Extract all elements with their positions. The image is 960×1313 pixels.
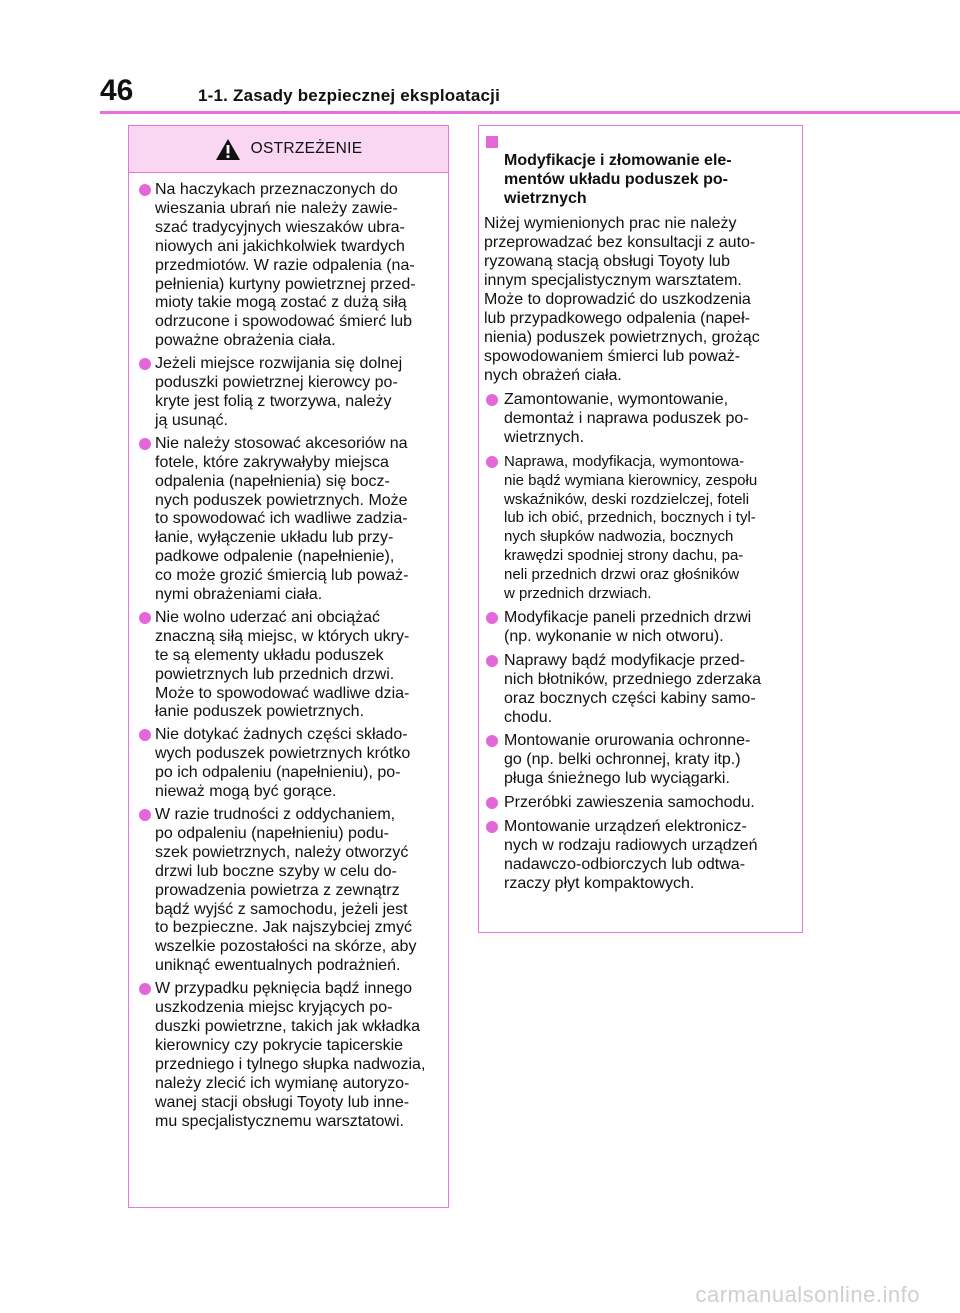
warning-triangle-icon: [215, 138, 241, 161]
modifications-intro: Niżej wymienionych prac nie należy przeprowadzać bez konsultacji z auto- ryzowaną stacją obsługi Toyoty lub innym specjalistycznym warsztatem. Może to doprowadzić do uszkodzenia lub przypadkowego odpalenia (napeł- nienia) poduszek powietrznych, grożąc spowodowaniem śmierci lub poważ- nych obrażeń ciała.: [484, 215, 760, 384]
warning-header: [129, 126, 448, 173]
bullet-dot-icon: [486, 394, 498, 406]
modification-item: [484, 732, 796, 789]
bullet-dot-icon: [139, 983, 151, 995]
bullet-dot-icon: [486, 797, 498, 809]
modifications-heading-text: Modyfikacje i złomowanie ele- mentów układu poduszek po- wietrznych: [504, 152, 732, 207]
modifications-list: [484, 391, 796, 894]
warning-item-text: W przypadku pęknięcia bądź innego uszkodzenia miejsc kryjących po- duszki powietrzne, takich jak wkładka kierownicy czy pokrycie tapicerskie przedniego i tylnego słupka nadwozia, należy zlecić ich wymianę autoryzo- wanej stacji obsługi Toyoty lub inne- mu specjalistycznemu warsztatowi.: [155, 980, 426, 1130]
modification-item-text: Naprawy bądź modyfikacje przed- nich błotników, przedniego zderzaka oraz bocznych części kabiny samo- chodu.: [504, 651, 762, 726]
warning-item: [139, 980, 442, 1131]
warning-item: [139, 726, 442, 802]
modifications-box: [478, 125, 803, 933]
modification-item-text: Modyfikacje paneli przednich drzwi (np. wykonanie w nich otworu).: [504, 608, 752, 645]
modifications-heading: [484, 132, 796, 208]
modification-item: [484, 453, 796, 604]
warning-item-text: Nie dotykać żadnych części składo- wych poduszek powietrznych krótko po ich odpaleniu (napełnieniu), po- nieważ mogą być gorące.: [155, 726, 411, 801]
warning-list: [129, 173, 448, 1131]
watermark: carmanualsonline.info: [695, 1282, 920, 1307]
modification-item: [484, 818, 796, 894]
warning-item: [139, 355, 442, 431]
modification-item: [484, 652, 796, 728]
modification-item-text: Przeróbki zawieszenia samochodu.: [504, 794, 755, 812]
bullet-dot-icon: [139, 809, 151, 821]
modification-item: [484, 391, 796, 448]
bullet-dot-icon: [486, 655, 498, 667]
page-header: [100, 74, 960, 114]
warning-item: [139, 806, 442, 976]
bullet-dot-icon: [486, 456, 498, 468]
square-bullet-icon: [486, 136, 498, 148]
bullet-dot-icon: [139, 438, 151, 450]
section-title: 1-1. Zasady bezpiecznej eksploatacji: [198, 86, 500, 105]
header-divider: [100, 111, 960, 114]
warning-item-text: Na haczykach przeznaczonych do wieszania ubrań nie należy zawie- szać tradycyjnych wieszaków ubra- niowych ani jakichkolwiek twardych przedmiotów. W razie odpalenia (na- pełnienia) kurtyny powietrznej przed- mioty takie mogą zostać z dużą siłą odrzucone i spowodować śmierć lub poważne obrażenia ciała.: [155, 181, 416, 350]
bullet-dot-icon: [139, 612, 151, 624]
bullet-dot-icon: [139, 358, 151, 370]
warning-item-text: W razie trudności z oddychaniem, po odpaleniu (napełnieniu) podu- szek powietrznych, należy otworzyć drzwi lub boczne szyby w celu do- prowadzenia powietrza z zewnątrz bądź wyjść z samochodu, jeżeli jest to bezpieczne. Jak najszybciej zmyć wszelkie pozostałości na skórze, aby uniknąć ewentualnych podrażnień.: [155, 806, 417, 975]
bullet-dot-icon: [486, 612, 498, 624]
modification-item-text: Montowanie urządzeń elektronicz- nych w rodzaju radiowych urządzeń nadawczo-odbiorczych lub odtwa- rzaczy płyt kompaktowych.: [504, 818, 758, 892]
warning-item: [139, 435, 442, 605]
modification-item-text: Montowanie orurowania ochronne- go (np. belki ochronnej, kraty itp.) pługa śnieżnego lub wyciągarki.: [504, 732, 751, 788]
modification-item-text: Zamontowanie, wymontowanie, demontaż i naprawa poduszek po- wietrznych.: [504, 391, 749, 446]
warning-item: [139, 181, 442, 351]
modification-item-text: Naprawa, modyfikacja, wymontowa- nie bądź wymiana kierownicy, zespołu wskaźników, deski rozdzielczej, foteli lub ich obić, przednich, bocznych i tyl- nych słupków nadwozia, bocznych krawędzi spodniej strony dachu, pa- neli przednich drzwi oraz głośników w przednich drzwiach.: [504, 452, 758, 603]
modification-item: [484, 609, 796, 647]
warning-box: [128, 125, 449, 1208]
bullet-dot-icon: [139, 184, 151, 196]
bullet-dot-icon: [486, 821, 498, 833]
bullet-dot-icon: [139, 729, 151, 741]
bullet-dot-icon: [486, 735, 498, 747]
warning-item-text: Jeżeli miejsce rozwijania się dolnej poduszki powietrznej kierowcy po- kryte jest folią z tworzywa, należy ją usunąć.: [155, 355, 403, 429]
page-number: 46: [100, 74, 134, 107]
modification-item: [484, 794, 796, 813]
warning-item-text: Nie należy stosować akcesoriów na fotele, które zakrywałyby miejsca odpalenia (napełnienia) się bocz- nych poduszek powietrznych. Może to spowodować ich wadliwe zadzia- łanie, wyłączenie układu lub przy- padkowe odpalenie (napełnienie), co może grozić śmiercią lub poważ- nymi obrażeniami ciała.: [155, 434, 409, 604]
warning-item-text: Nie wolno uderzać ani obciążać znaczną siłą miejsc, w których ukry- te są elementy układu poduszek powietrznych lub przednich drzwi. Może to spowodować wadliwe dzia- łanie poduszek powietrznych.: [155, 608, 410, 721]
warning-title: OSTRZEŻENIE: [250, 140, 363, 157]
warning-item: [139, 609, 442, 722]
